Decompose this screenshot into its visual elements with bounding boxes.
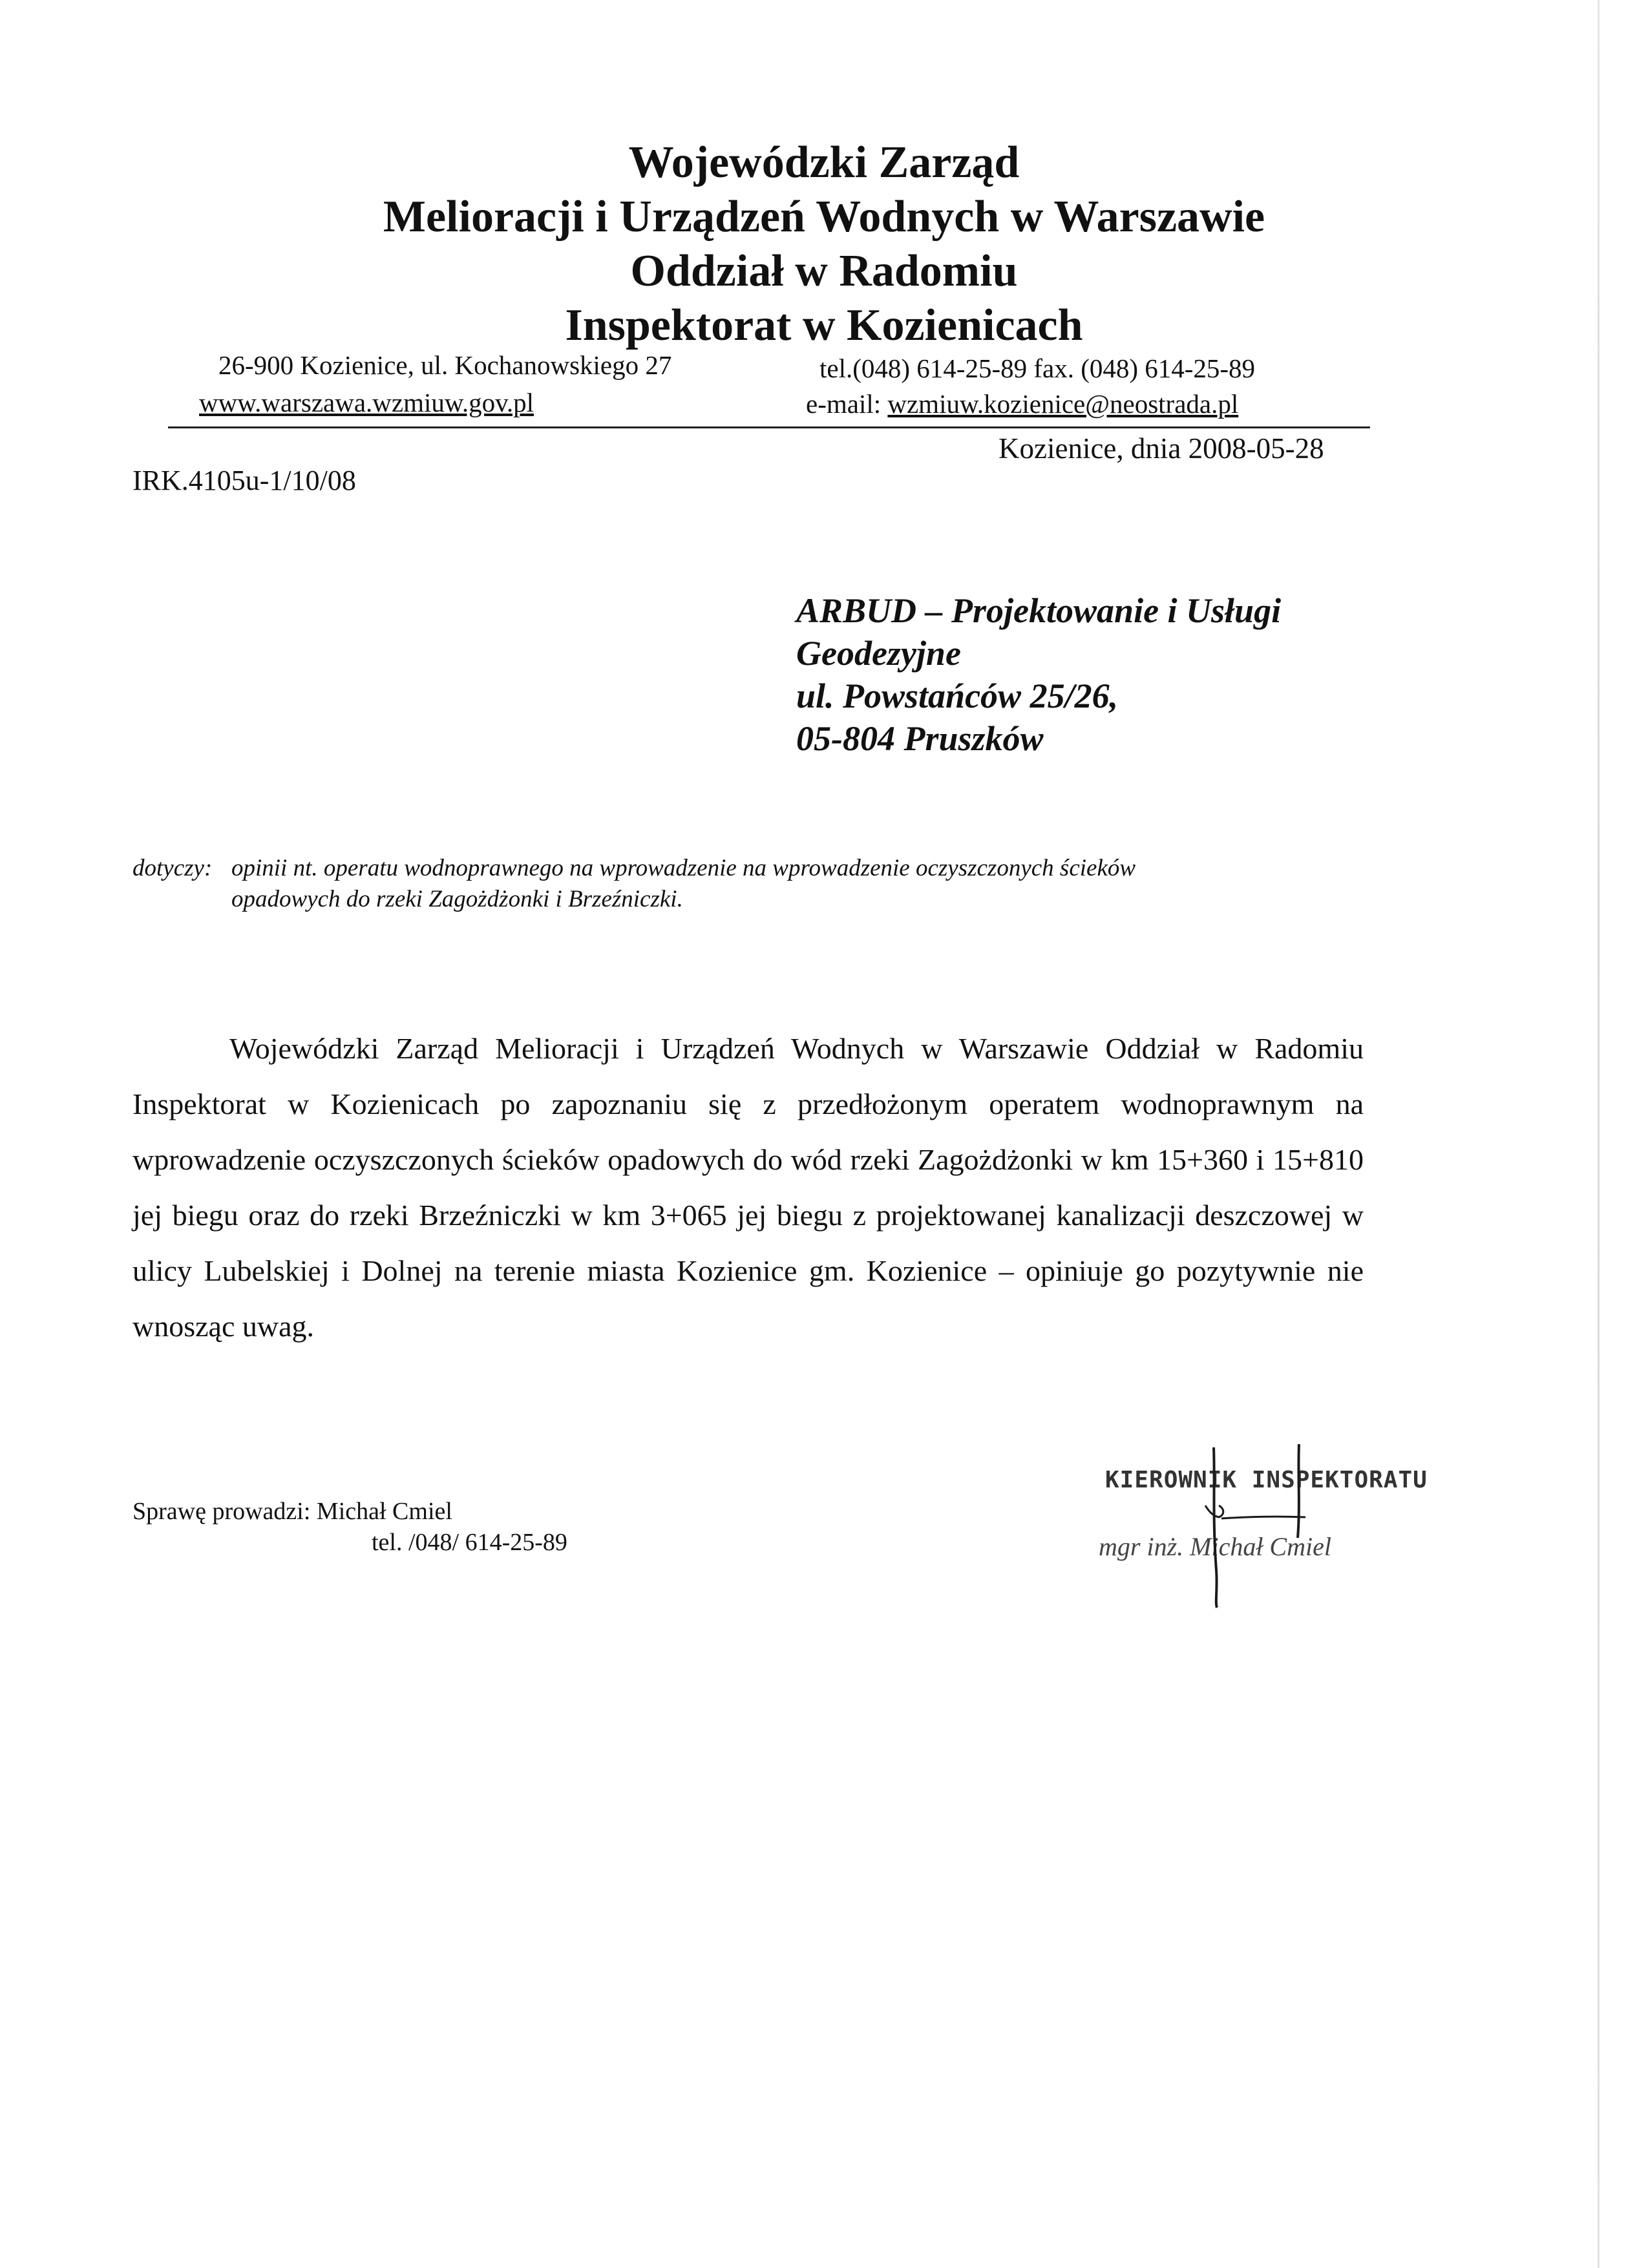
addressee-line-2: Geodezyjne (796, 634, 961, 673)
case-handler-name: Sprawę prowadzi: Michał Cmiel (132, 1498, 452, 1525)
subject-label: dotyczy: (132, 855, 213, 881)
subject-line-1: opinii nt. operatu wodnoprawnego na wprowadzenie na wprowadzenie oczyszczonych ścieków (231, 855, 1136, 881)
addressee (796, 589, 1281, 760)
office-address: 26-900 Kozienice, ul. Kochanowskiego 27 (218, 350, 672, 380)
addressee-line-4: 05-804 Pruszków (796, 719, 1044, 758)
email-line (806, 388, 1238, 420)
subject (132, 853, 1347, 915)
email-label: e-mail: (806, 389, 882, 419)
addressee-line-3: ul. Powstańców 25/26, (796, 677, 1119, 715)
stamp-title: KIEROWNIK INSPEKTORATU (1105, 1467, 1428, 1493)
case-handler (132, 1496, 567, 1558)
scan-edge (1598, 0, 1600, 2268)
letterhead (129, 136, 1519, 353)
website-link[interactable]: www.warszawa.wzmiuw.gov.pl (199, 388, 534, 417)
phone-fax: tel.(048) 614-25-89 fax. (048) 614-25-89 (819, 353, 1256, 383)
addressee-line-1: ARBUD – Projektowanie i Usługi (796, 591, 1282, 630)
header-divider (168, 426, 1370, 428)
email-link[interactable]: wzmiuw.kozienice@neostrada.pl (887, 389, 1239, 419)
letterhead-line-3: Oddział w Radomiu (630, 246, 1018, 296)
signature-stamp (1092, 1441, 1428, 1609)
letterhead-line-2: Melioracji i Urządzeń Wodnych w Warszawie (383, 192, 1265, 242)
subject-line-2: opadowych do rzeki Zagożdżonki i Brzeźniczki. (231, 886, 683, 912)
case-handler-phone: tel. /048/ 614-25-89 (372, 1529, 567, 1556)
letter-body: Wojewódzki Zarząd Melioracji i Urządzeń Wodnych w Warszawie Oddział w Radomiu Inspektorat w Kozienicach po zapoznaniu się z przedłożonym operatem wodnoprawnym na wprowadzenie oczyszczonych ścieków opadowych do wód rzeki Zagożdżonki w km 15+360 i 15+810 jej biegu oraz do rzeki Brzeźniczki w km 3+065 jej biegu z projektowanej kanalizacji deszczowej w ulicy Lubelskiej i Dolnej na terenie miasta Kozienice gm. Kozienice – opiniuje go pozytywnie nie wnosząc uwag. (132, 1032, 1364, 1343)
letter-date: Kozienice, dnia 2008-05-28 (998, 432, 1324, 465)
reference-number: IRK.4105u-1/10/08 (132, 465, 356, 496)
stamp-name: mgr inż. Michał Cmiel (1099, 1532, 1331, 1561)
letterhead-line-4: Inspektorat w Kozienicach (565, 300, 1083, 350)
handwritten-signature (1092, 1441, 1389, 1609)
letterhead-line-1: Wojewódzki Zarząd (628, 138, 1020, 187)
